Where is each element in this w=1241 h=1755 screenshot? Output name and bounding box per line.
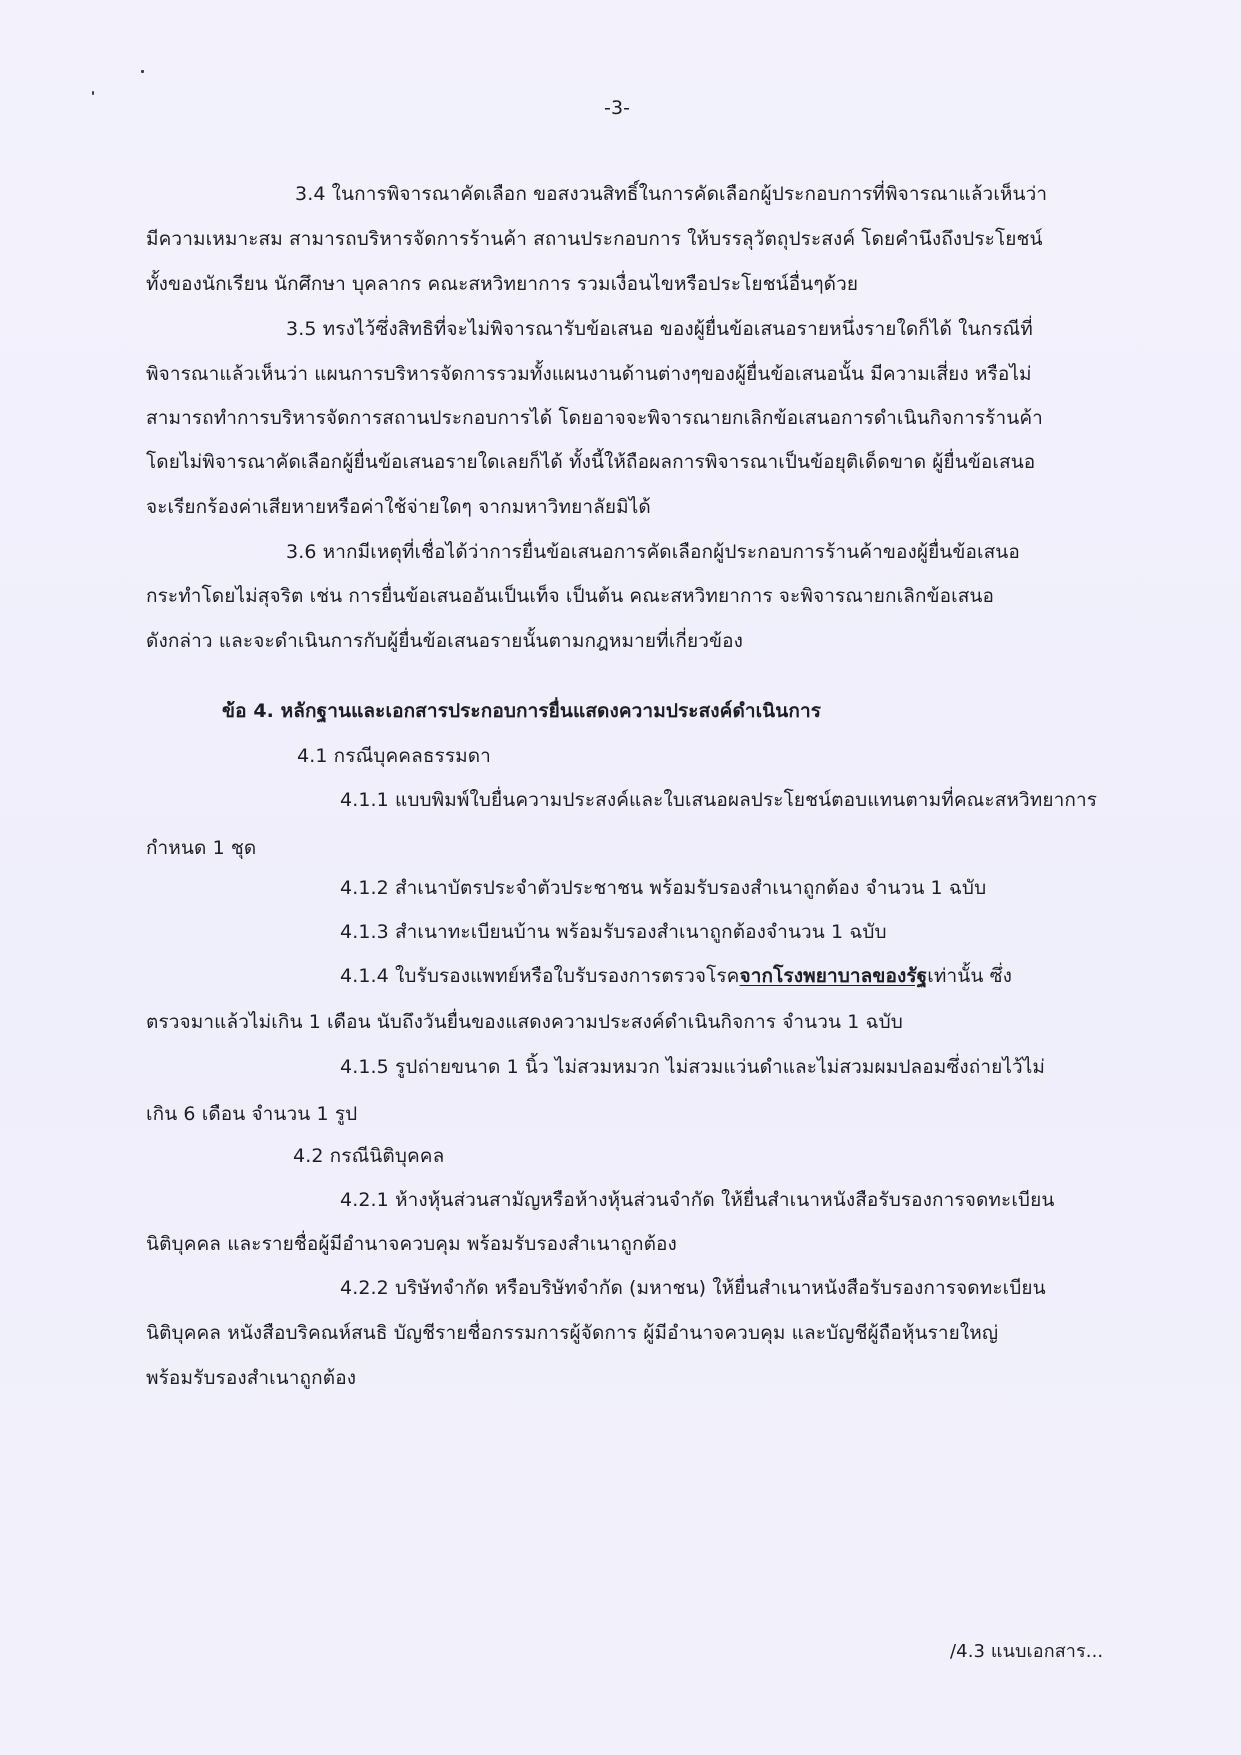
item-4-1-4-line-2: ตรวจมาแล้วไม่เกิน 1 เดือน นับถึงวันยื่นของแสดงความประสงค์ดำเนินกิจการ จำนวน 1 ฉบับ <box>146 1011 903 1033</box>
item-4-2-1-line-1: 4.2.1 ห้างหุ้นส่วนสามัญหรือห้างหุ้นส่วนจำกัด ให้ยื่นสำเนาหนังสือรับรองการจดทะเบียน <box>340 1189 1055 1211</box>
scan-speck <box>92 91 94 95</box>
item-4-1-4-line-1 <box>340 962 1012 990</box>
paragraph-3-6-line-3: ดังกล่าว และจะดำเนินการกับผู้ยื่นข้อเสนอรายนั้นตามกฎหมายที่เกี่ยวข้อง <box>146 630 743 652</box>
section-4-heading: ข้อ 4. หลักฐานและเอกสารประกอบการยื่นแสดงความประสงค์ดำเนินการ <box>222 700 822 722</box>
paragraph-3-5-line-1: 3.5 ทรงไว้ซึ่งสิทธิที่จะไม่พิจารณารับข้อเสนอ ของผู้ยื่นข้อเสนอรายหนึ่งรายใดก็ได้ ในกรณีที่ <box>286 318 1033 340</box>
paragraph-3-6-line-1: 3.6 หากมีเหตุที่เชื่อได้ว่าการยื่นข้อเสนอการคัดเลือกผู้ประกอบการร้านค้าของผู้ยื่นข้อเสนอ <box>286 541 1020 563</box>
item-4-1-1-line-1: 4.1.1 แบบพิมพ์ใบยื่นความประสงค์และใบเสนอผลประโยชน์ตอบแทนตามที่คณะสหวิทยาการ <box>340 789 1098 811</box>
item-4-2-2-line-2: นิติบุคคล หนังสือบริคณห์สนธิ บัญชีรายชื่อกรรมการผู้จัดการ ผู้มีอำนาจควบคุม และบัญชีผู้ถือหุ้นรายใหญ่ <box>146 1322 999 1344</box>
item-4-2-2-line-1: 4.2.2 บริษัทจำกัด หรือบริษัทจำกัด (มหาชน) ให้ยื่นสำเนาหนังสือรับรองการจดทะเบียน <box>340 1277 1046 1299</box>
paragraph-3-5-line-2: พิจารณาแล้วเห็นว่า แผนการบริหารจัดการรวมทั้งแผนงานด้านต่างๆของผู้ยื่นข้อเสนอนั้น มีความเสี่ยง หรือไม่ <box>146 363 1032 385</box>
item-4-1-2: 4.1.2 สำเนาบัตรประจำตัวประชาชน พร้อมรับรองสำเนาถูกต้อง จำนวน 1 ฉบับ <box>340 877 987 899</box>
page-number: -3- <box>604 97 631 119</box>
continuation-note: /4.3 แนบเอกสาร... <box>950 1641 1104 1662</box>
item-4-2-2-line-3: พร้อมรับรองสำเนาถูกต้อง <box>146 1367 357 1389</box>
item-4-1-1-line-2: กำหนด 1 ชุด <box>146 837 257 859</box>
item-4-1-4-text-c: เท่านั้น ซึ่ง <box>927 965 1012 987</box>
item-4-1-5-line-2: เกิน 6 เดือน จำนวน 1 รูป <box>146 1103 358 1125</box>
paragraph-3-4-line-1: 3.4 ในการพิจารณาคัดเลือก ขอสงวนสิทธิ์ในการคัดเลือกผู้ประกอบการที่พิจารณาแล้วเห็นว่า <box>295 183 1048 205</box>
item-4-1-3: 4.1.3 สำเนาทะเบียนบ้าน พร้อมรับรองสำเนาถูกต้องจำนวน 1 ฉบับ <box>340 921 887 943</box>
subsection-4-1-title: 4.1 กรณีบุคคลธรรมดา <box>297 745 491 767</box>
item-4-1-5-line-1: 4.1.5 รูปถ่ายขนาด 1 นิ้ว ไม่สวมหมวก ไม่สวมแว่นดำและไม่สวมผมปลอมซึ่งถ่ายไว้ไม่ <box>340 1056 1046 1078</box>
paragraph-3-4-line-3: ทั้งของนักเรียน นักศึกษา บุคลากร คณะสหวิทยาการ รวมเงื่อนไขหรือประโยชน์อื่นๆด้วย <box>146 273 859 295</box>
item-4-2-1-line-2: นิติบุคคล และรายชื่อผู้มีอำนาจควบคุม พร้อมรับรองสำเนาถูกต้อง <box>146 1233 677 1255</box>
paragraph-3-5-line-3: สามารถทำการบริหารจัดการสถานประกอบการได้ โดยอาจจะพิจารณายกเลิกข้อเสนอการดำเนินกิจการร้านค้า <box>146 407 1043 429</box>
item-4-1-4-emphasis: จากโรงพยาบาลของรัฐ <box>739 965 928 987</box>
scan-speck <box>141 70 144 73</box>
paragraph-3-5-line-5: จะเรียกร้องค่าเสียหายหรือค่าใช้จ่ายใดๆ จากมหาวิทยาลัยมิได้ <box>146 496 651 518</box>
paragraph-3-4-line-2: มีความเหมาะสม สามารถบริหารจัดการร้านค้า สถานประกอบการ ให้บรรลุวัตถุประสงค์ โดยคำนึงถึงประโยชน์ <box>146 228 1043 250</box>
item-4-1-4-text-a: 4.1.4 ใบรับรองแพทย์หรือใบรับรองการตรวจโรค <box>340 965 740 987</box>
paragraph-3-6-line-2: กระทำโดยไม่สุจริต เช่น การยื่นข้อเสนออันเป็นเท็จ เป็นต้น คณะสหวิทยาการ จะพิจารณายกเลิกข้อเสนอ <box>146 585 995 607</box>
subsection-4-2-title: 4.2 กรณีนิติบุคคล <box>293 1145 445 1167</box>
paragraph-3-5-line-4: โดยไม่พิจารณาคัดเลือกผู้ยื่นข้อเสนอรายใดเลยก็ได้ ทั้งนี้ให้ถือผลการพิจารณาเป็นข้อยุติเด็ดขาด ผู้ยื่นข้อเสนอ <box>146 451 1036 473</box>
